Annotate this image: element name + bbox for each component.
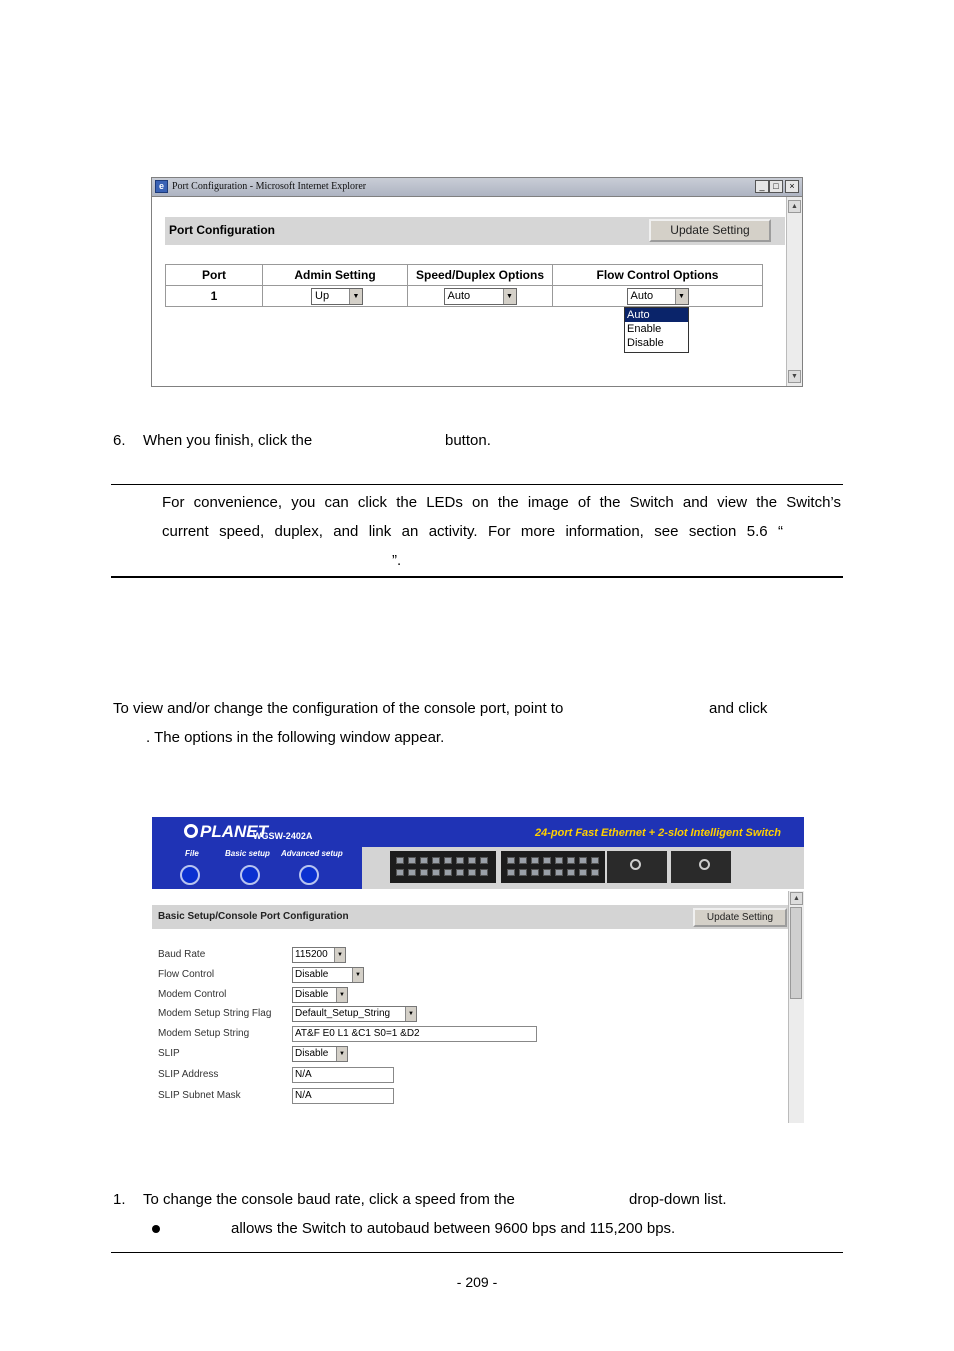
switch-port-led[interactable]: [567, 869, 575, 876]
intro-text: To view and/or change the configuration of the console port, point to: [113, 700, 564, 717]
port-config-window: [151, 177, 803, 387]
switch-port-led[interactable]: [456, 869, 464, 876]
chevron-down-icon: ▼: [675, 289, 688, 304]
switch-port-led[interactable]: [591, 869, 599, 876]
col-admin-setting: Admin Setting: [263, 265, 408, 286]
flow-control-dropdown: [624, 307, 689, 353]
chevron-down-icon: ▼: [336, 988, 347, 1002]
modem-setup-string-flag-label: Modem Setup String Flag: [158, 1008, 272, 1019]
vertical-scrollbar[interactable]: [786, 197, 802, 386]
menu-advanced-setup-button[interactable]: [299, 865, 319, 885]
window-title: Port Configuration - Microsoft Internet Explorer: [172, 181, 367, 192]
chevron-down-icon: ▼: [503, 289, 516, 304]
modem-control-select[interactable]: Disable ▼: [292, 987, 348, 1003]
chevron-down-icon: ▼: [352, 968, 363, 982]
modem-setup-string-input[interactable]: AT&F E0 L1 &C1 S0=1 &D2: [292, 1026, 537, 1042]
page-title: Port Configuration: [169, 223, 275, 237]
note-text: [162, 488, 841, 575]
step-6-number: 6.: [113, 432, 126, 449]
switch-port-led[interactable]: [519, 857, 527, 864]
switch-port-led[interactable]: [396, 857, 404, 864]
switch-port-led[interactable]: [420, 857, 428, 864]
menu-file-label: File: [185, 849, 199, 858]
switch-port-led[interactable]: [480, 869, 488, 876]
console-config-header: [152, 905, 788, 929]
switch-port-led[interactable]: [555, 857, 563, 864]
switch-port-led[interactable]: [579, 869, 587, 876]
switch-port-led[interactable]: [519, 869, 527, 876]
switch-port-led[interactable]: [543, 869, 551, 876]
chevron-down-icon: ▼: [334, 948, 345, 962]
note-top-rule: [111, 484, 843, 485]
switch-port-led[interactable]: [507, 869, 515, 876]
slip-subnet-mask-input[interactable]: N/A: [292, 1088, 394, 1104]
col-port: Port: [166, 265, 263, 286]
slip-address-label: SLIP Address: [158, 1069, 219, 1080]
update-setting-button[interactable]: Update Setting: [649, 219, 771, 242]
chevron-down-icon: ▼: [336, 1047, 347, 1061]
page-title: Basic Setup/Console Port Configuration: [158, 911, 349, 922]
console-config-screenshot: [152, 817, 804, 1123]
menu-basic-setup-label: Basic setup: [225, 849, 270, 858]
intro-text-line-2: . The options in the following window appear.: [146, 729, 445, 746]
switch-port-led[interactable]: [420, 869, 428, 876]
dropdown-option-disable[interactable]: Disable: [627, 337, 664, 349]
planet-logo: PLANET: [184, 822, 268, 842]
flow-control-label: Flow Control: [158, 969, 215, 980]
scroll-thumb[interactable]: [790, 907, 802, 999]
switch-port-led[interactable]: [468, 857, 476, 864]
col-flow-control: Flow Control Options: [553, 265, 763, 286]
flow-control-select[interactable]: Auto ▼: [627, 288, 689, 305]
bullet-icon: [152, 1225, 160, 1233]
switch-port-led[interactable]: [408, 869, 416, 876]
menu-basic-setup-button[interactable]: [240, 865, 260, 885]
vertical-scrollbar[interactable]: [788, 891, 804, 1123]
table-header-row: [166, 265, 763, 286]
note-bottom-rule: [111, 576, 843, 578]
slip-select[interactable]: Disable ▼: [292, 1046, 348, 1062]
port-table: [165, 264, 763, 307]
switch-port-led[interactable]: [432, 857, 440, 864]
speed-duplex-select[interactable]: Auto ▼: [444, 288, 517, 305]
expansion-slot-1[interactable]: [607, 851, 667, 883]
switch-port-led[interactable]: [444, 869, 452, 876]
product-tagline: 24-port Fast Ethernet + 2-slot Intelligent Switch: [535, 827, 782, 839]
admin-cell: [263, 286, 408, 307]
page-number: - 209 -: [456, 1274, 498, 1290]
switch-port-led[interactable]: [444, 857, 452, 864]
bullet-text: allows the Switch to autobaud between 9600 bps and 115,200 bps.: [231, 1220, 676, 1237]
baud-rate-select[interactable]: 115200 ▼: [292, 947, 346, 963]
dropdown-option-auto[interactable]: Auto: [625, 308, 688, 322]
close-button[interactable]: ×: [785, 180, 799, 193]
step-1-text: To change the console baud rate, click a speed from the: [143, 1191, 515, 1208]
maximize-button[interactable]: □: [769, 180, 783, 193]
main-menu: [152, 847, 362, 889]
flow-control-select[interactable]: Disable ▼: [292, 967, 364, 983]
modem-control-label: Modem Control: [158, 989, 227, 1000]
switch-port-led[interactable]: [543, 857, 551, 864]
admin-setting-select[interactable]: Up ▼: [311, 288, 363, 305]
switch-port-led[interactable]: [480, 857, 488, 864]
speed-cell: [408, 286, 553, 307]
model-name: WGSW-2402A: [253, 831, 313, 841]
step-6-text: When you finish, click the: [143, 432, 313, 449]
port-number: 1: [166, 286, 263, 307]
chevron-down-icon: ▼: [349, 289, 362, 304]
step-1-number: 1.: [113, 1191, 126, 1208]
switch-port-led[interactable]: [408, 857, 416, 864]
config-content: [152, 891, 788, 1123]
port-config-header: [165, 217, 785, 245]
menu-advanced-setup-label: Advanced setup: [281, 849, 343, 858]
update-setting-button[interactable]: Update Setting: [693, 908, 787, 927]
switch-port-led[interactable]: [456, 857, 464, 864]
scroll-up-icon[interactable]: ▲: [790, 892, 803, 905]
switch-port-led[interactable]: [531, 857, 539, 864]
col-speed-duplex: Speed/Duplex Options: [408, 265, 553, 286]
switch-port-led[interactable]: [531, 869, 539, 876]
switch-port-led[interactable]: [468, 869, 476, 876]
expansion-slot-2[interactable]: [671, 851, 731, 883]
modem-setup-string-label: Modem Setup String: [158, 1028, 250, 1039]
flow-cell: [553, 286, 763, 307]
port-group-2[interactable]: [501, 851, 605, 883]
intro-text-end: and click: [709, 700, 768, 717]
modem-setup-string-flag-select[interactable]: Default_Setup_String ▼: [292, 1006, 417, 1022]
scroll-down-icon[interactable]: ▼: [788, 370, 801, 383]
baud-rate-label: Baud Rate: [158, 949, 206, 960]
port-group-1[interactable]: [390, 851, 496, 883]
footer-rule: [111, 1252, 843, 1253]
switch-port-led[interactable]: [432, 869, 440, 876]
scroll-up-icon[interactable]: ▲: [788, 200, 801, 213]
step-6-text-end: button.: [445, 432, 491, 449]
chevron-down-icon: ▼: [405, 1007, 416, 1021]
menu-file-button[interactable]: [180, 865, 200, 885]
switch-port-led[interactable]: [579, 857, 587, 864]
window-title-bar: [152, 178, 802, 197]
slip-subnet-mask-label: SLIP Subnet Mask: [158, 1090, 241, 1101]
note-line-2: current speed, duplex, and link an activity. For more information, see section 5.6 “: [162, 523, 783, 540]
switch-port-led[interactable]: [507, 857, 515, 864]
slip-label: SLIP: [158, 1048, 180, 1059]
switch-port-led[interactable]: [396, 869, 404, 876]
switch-port-led[interactable]: [591, 857, 599, 864]
ie-icon: e: [155, 180, 168, 193]
slip-address-input[interactable]: N/A: [292, 1067, 394, 1083]
dropdown-option-enable[interactable]: Enable: [627, 323, 662, 335]
switch-front-panel[interactable]: [362, 847, 804, 889]
switch-port-led[interactable]: [567, 857, 575, 864]
minimize-button[interactable]: _: [755, 180, 769, 193]
note-line-3: ”.: [392, 552, 402, 569]
table-row: [166, 286, 763, 307]
step-1-text-end: drop-down list.: [629, 1191, 727, 1208]
switch-port-led[interactable]: [555, 869, 563, 876]
note-line-1: For convenience, you can click the LEDs on the image of the Switch and view the Switch’s: [162, 494, 841, 511]
